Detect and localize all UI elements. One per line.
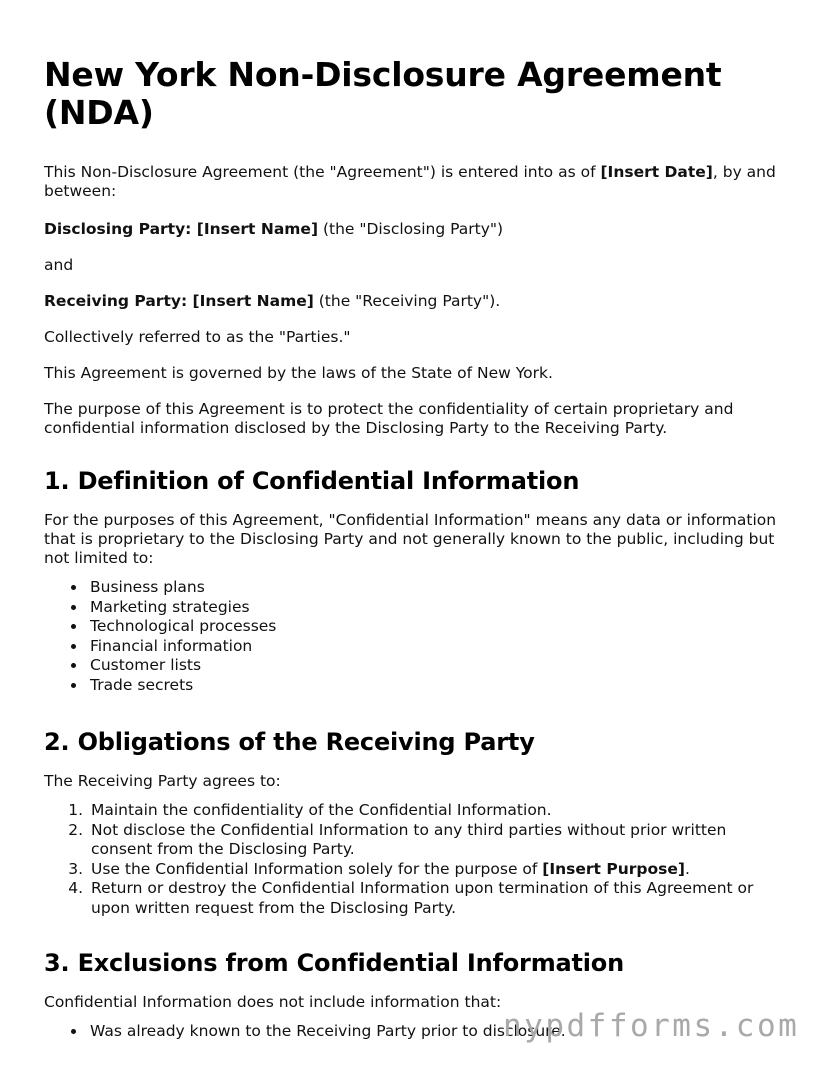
disclosing-party-suffix: (the "Disclosing Party") [318, 220, 504, 238]
list-item: 2. Not disclose the Confidential Information to any third parties without prior written consent from the Disclosing Party. [88, 821, 780, 860]
intro-lead-after: , by and between: [44, 163, 776, 200]
item-3-after: . [684, 859, 690, 878]
list-item [88, 860, 780, 880]
receiving-party-label: Receiving Party: [Insert Name] [44, 292, 314, 310]
list-item: 1. Maintain the confidentiality of the Confidential Information. [88, 801, 780, 821]
list-item: • Was already known to the Receiving Party prior to disclosure. [87, 1022, 780, 1042]
section-2-body: The Receiving Party agrees to: [44, 772, 281, 790]
page-title: New York Non-Disclosure Agreement (NDA) [44, 55, 722, 132]
purpose-paragraph: The purpose of this Agreement is to protect the confidentiality of certain proprietary and confidential information disclosed by the Disclosing Party to the Receiving Party. [44, 400, 734, 437]
item-3-before: Use the Confidential Information solely for the purpose of [91, 859, 543, 878]
section-heading-3: 3. Exclusions from Confidential Information [44, 949, 624, 977]
disclosing-party-label: Disclosing Party: [Insert Name] [44, 220, 319, 238]
document-content [44, 0, 780, 1042]
list-item: • Customer lists [87, 656, 780, 676]
receiving-party-suffix: (the "Receiving Party"). [313, 292, 501, 310]
receiving-party-paragraph [44, 292, 780, 311]
insert-date-placeholder: [Insert Date] [600, 163, 713, 181]
section-1-list [44, 578, 780, 695]
intro-paragraph [44, 163, 780, 201]
section-2-list [44, 801, 780, 918]
conjunction-paragraph: and [44, 256, 74, 274]
list-item: • Business plans [87, 578, 780, 598]
section-heading-2: 2. Obligations of the Receiving Party [44, 728, 535, 756]
intro-lead-before: This Non-Disclosure Agreement (the "Agreement") is entered into as of [44, 163, 601, 181]
list-item: • Marketing strategies [87, 598, 780, 618]
governing-law-paragraph: This Agreement is governed by the laws of the State of New York. [44, 364, 553, 382]
insert-purpose-placeholder: [Insert Purpose] [542, 859, 685, 878]
disclosing-party-paragraph [44, 220, 780, 239]
section-heading-1: 1. Definition of Confidential Information [44, 467, 580, 495]
list-item: • Technological processes [87, 617, 780, 637]
list-item: • Trade secrets [87, 676, 780, 696]
list-item: 4. Return or destroy the Confidential Information upon termination of this Agreement or upon written request from the Disclosing Party. [88, 879, 780, 918]
collectively-paragraph: Collectively referred to as the "Parties." [44, 328, 351, 346]
watermark: nypdfforms.com [503, 1008, 800, 1044]
section-3-body: Confidential Information does not include information that: [44, 993, 502, 1011]
list-item: • Financial information [87, 637, 780, 657]
section-1-body: For the purposes of this Agreement, "Confidential Information" means any data or information that is proprietary to the Disclosing Party and not generally known to the public, including but not limited to: [44, 511, 777, 567]
